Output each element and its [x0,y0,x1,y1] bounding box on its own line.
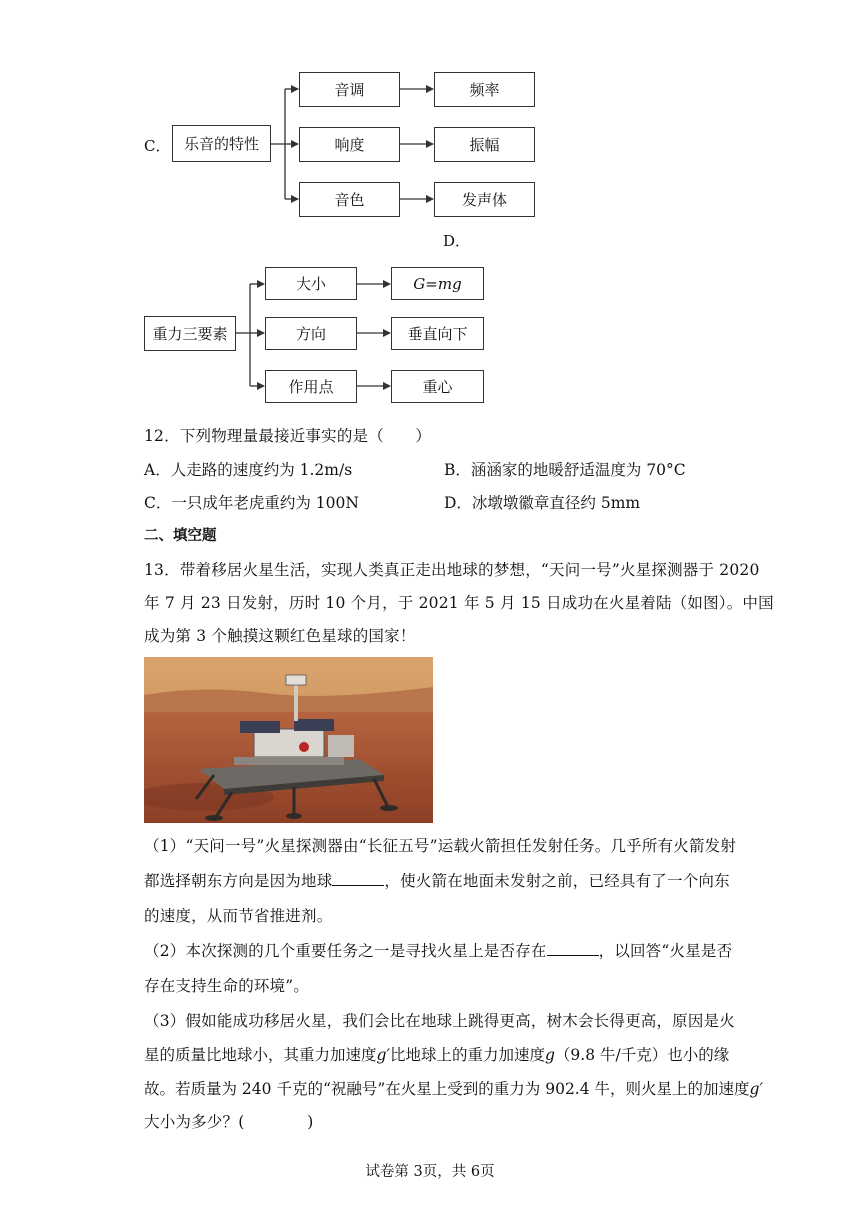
q13-p3-line3-part-a: 故。若质量为 240 千克的“祝融号”在火星上受到的重力为 902.4 牛，则火星上的加速度 [144,1080,750,1098]
formula-g-mg: G=mg [413,274,462,293]
q13-p1-line2 [144,869,730,891]
q13-p3-line2-part-a: 星的质量比地球小，其重力加速度 [144,1046,377,1064]
q13-intro-line3: 成为第 3 个触摸这颗红色星球的国家！ [144,627,416,645]
diagram-d-right-3: 重心 [391,370,484,403]
q13-p3-line1: （3）假如能成功移居火星，我们会比在地球上跳得更高，树木会长得更高，原因是火 [144,1012,735,1030]
q13-p1-line2-part-a: 都选择朝东方向是因为地球 [144,872,333,890]
diagram-d-mid-3: 作用点 [265,370,357,403]
diagram-c-root: 乐音的特性 [172,125,271,162]
q12-option-c: C．一只成年老虎重约为 100N [144,494,359,512]
diagram-c-mid-3: 音色 [299,182,400,217]
q12-option-d: D．冰墩墩徽章直径约 5mm [444,494,641,512]
var-g-prime-1: g′ [376,1046,390,1064]
q13-blank-2[interactable] [547,943,599,956]
diagram-connectors [0,0,860,420]
diagram-c-right-1: 频率 [434,72,535,107]
mars-scene [144,657,433,823]
section-title: 二、填空题 [144,528,217,544]
q13-p1-line1: （1）“天问一号”火星探测器由“长征五号”运载火箭担任发射任务。几乎所有火箭发射 [144,837,737,855]
q13-p3-line2 [144,1043,729,1065]
q13-blank-1[interactable] [332,873,384,886]
q13-p1-line2-part-b: ，使火箭在地面未发射之前，已经具有了一个向东 [384,872,730,890]
q13-p2-line1-part-a: （2）本次探测的几个重要任务之一是寻找火星上是否存在 [144,942,547,960]
q13-intro-line2: 年 7 月 23 日发射，历时 10 个月，于 2021 年 5 月 15 日成功在火星着陆（如图）。中国 [144,594,774,612]
q13-p3-line2-part-c: （9.8 牛/千克）也小的缘 [554,1046,730,1064]
q13-p3-line3 [144,1077,763,1099]
q12-option-b: B．涵涵家的地暖舒适温度为 70°C [444,461,686,479]
q13-p3-line4: 大小为多少？( ) [144,1113,314,1131]
diagram-c-mid-1: 音调 [299,72,400,107]
diagram-d-right-2: 垂直向下 [391,317,484,350]
var-g: g [544,1046,555,1064]
diagram-c-right-2: 振幅 [434,127,535,162]
q13-p3-line2-part-b: 比地球上的重力加速度 [389,1046,545,1064]
var-g-prime-2: g′ [749,1080,763,1098]
option-c-label: C． [144,137,171,155]
mars-lander-photo [144,657,433,823]
option-d-label: D． [443,232,471,250]
diagram-c-mid-2: 响度 [299,127,400,162]
diagram-d-root: 重力三要素 [144,316,236,351]
q12-stem: 12．下列物理量最接近事实的是（ ） [144,427,432,445]
diagram-d-mid-2: 方向 [265,317,357,350]
page-footer: 试卷第 3页，共 6页 [365,1164,495,1180]
q13-p2-line1 [144,939,732,961]
diagram-c-right-3: 发声体 [434,182,535,217]
diagram-d-mid-1: 大小 [265,267,357,300]
q12-option-a: A．人走路的速度约为 1.2m/s [144,461,353,479]
q13-intro-line1: 13．带着移居火星生活，实现人类真正走出地球的梦想，“天问一号”火星探测器于 2020 [144,561,760,579]
q13-p2-line2: 存在支持生命的环境”。 [144,977,310,995]
q13-p2-line1-part-b: ，以回答“火星是否 [598,942,733,960]
q13-p1-line3: 的速度，从而节省推进剂。 [144,907,333,925]
